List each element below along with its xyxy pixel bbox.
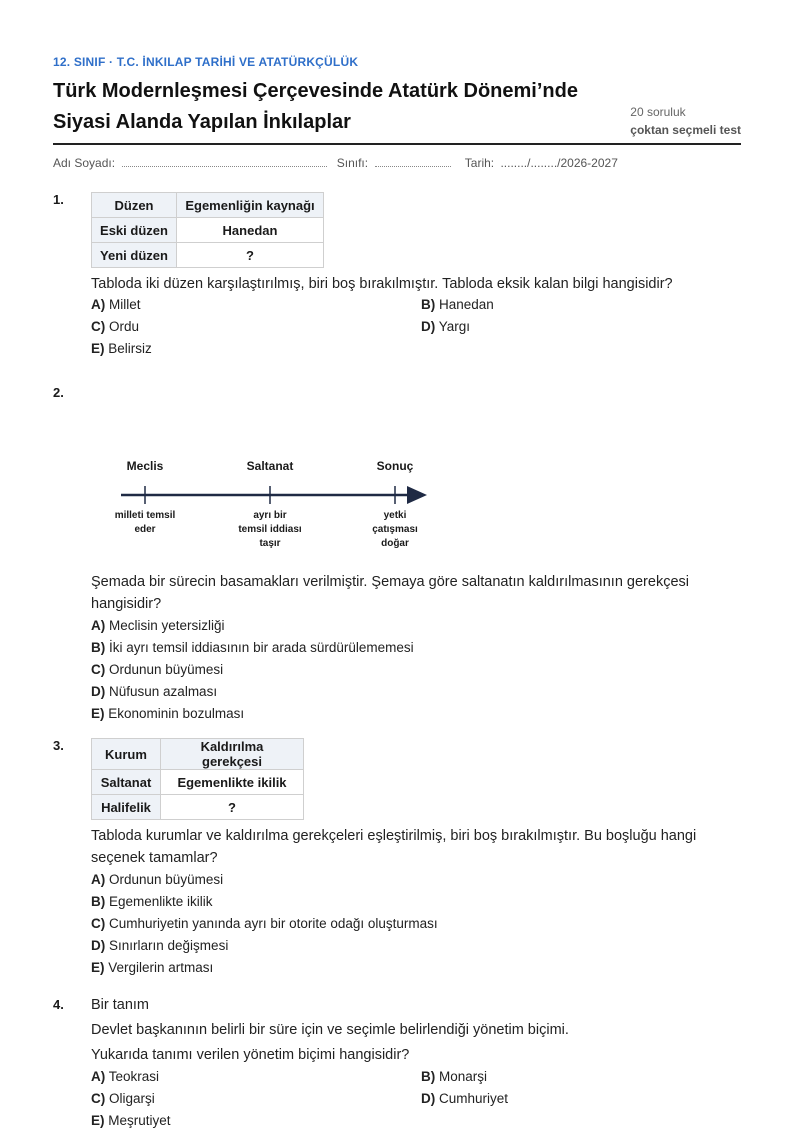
- option-a[interactable]: [91, 297, 141, 312]
- name-label: Adı Soyadı:: [53, 156, 116, 170]
- option-text: Belirsiz: [108, 341, 152, 356]
- option-text: Millet: [109, 297, 141, 312]
- step-description: [105, 509, 185, 537]
- step-description-line: milleti temsil: [114, 510, 176, 521]
- option-b[interactable]: [91, 640, 414, 655]
- step-description-line: eder: [134, 524, 156, 535]
- table-cell: Hanedan: [177, 218, 324, 243]
- question-body: [91, 385, 741, 728]
- question-body: [91, 993, 741, 1135]
- option-d[interactable]: [421, 319, 470, 334]
- step-label: Sonuç: [376, 459, 414, 473]
- option-letter: E): [91, 1113, 105, 1128]
- step-description-line: ayrı bir: [253, 510, 287, 521]
- option-letter: D): [421, 1091, 436, 1106]
- process-diagram: [91, 457, 471, 577]
- option-text: Egemenlikte ikilik: [109, 894, 213, 909]
- option-c[interactable]: [91, 662, 223, 677]
- table-header: Düzen: [92, 193, 177, 218]
- test-meta: [630, 103, 741, 139]
- option-letter: C): [91, 662, 106, 677]
- table-header: Kurum: [92, 739, 161, 770]
- table-cell: Saltanat: [92, 770, 161, 795]
- question-number: 1.: [53, 192, 64, 207]
- step-description: [230, 509, 310, 551]
- step-description-line: çatışması: [372, 524, 418, 535]
- option-text: Sınırların değişmesi: [109, 938, 229, 953]
- step-description-line: taşır: [259, 538, 281, 549]
- name-field[interactable]: [122, 156, 327, 167]
- option-a[interactable]: [91, 872, 223, 887]
- option-letter: B): [421, 297, 436, 312]
- question-body: [91, 738, 741, 982]
- option-letter: A): [91, 1069, 106, 1084]
- options: [91, 618, 741, 728]
- question-stem: Tabloda kurumlar ve kaldırılma gerekçeleri eşleştirilmiş, biri boş bırakılmıştır. Bu boşluğu hangi seçenek tamamlar?: [91, 828, 697, 866]
- option-d[interactable]: [91, 938, 228, 953]
- option-letter: C): [91, 319, 106, 334]
- question-stem: Şemada bir sürecin basamakları verilmiştir. Şemaya göre saltanatın kaldırılmasının gerekçesi hangisidir?: [91, 574, 689, 612]
- table-cell: Egemenlikte ikilik: [161, 770, 304, 795]
- question-stem: Yukarıda tanımı verilen yönetim biçimi hangisidir?: [91, 1047, 410, 1063]
- option-a[interactable]: [91, 1069, 159, 1084]
- question-count: 20 soruluk: [630, 105, 686, 119]
- option-text: Vergilerin artması: [108, 960, 214, 975]
- option-letter: A): [91, 618, 106, 633]
- option-text: Meclisin yetersizliği: [109, 618, 225, 633]
- options: [91, 1069, 741, 1135]
- option-letter: A): [91, 872, 106, 887]
- question-number: 4.: [53, 997, 64, 1012]
- question-body: [91, 192, 741, 363]
- option-text: Monarşi: [439, 1069, 488, 1084]
- table-cell: ?: [161, 795, 304, 820]
- table-cell: ?: [177, 243, 324, 268]
- option-letter: E): [91, 706, 105, 721]
- option-letter: B): [91, 894, 106, 909]
- subject-label: 12. SINIF · T.C. İNKILAP TARİHİ VE ATATÜRKÇÜLÜK: [53, 55, 359, 69]
- option-text: Oligarşi: [109, 1091, 155, 1106]
- option-text: Hanedan: [439, 297, 494, 312]
- table-cell: Halifelik: [92, 795, 161, 820]
- test-type: çoktan seçmeli test: [630, 123, 741, 137]
- question-intro: Bir tanım: [91, 997, 150, 1013]
- option-text: Ordu: [109, 319, 140, 334]
- step-label: Meclis: [126, 459, 164, 473]
- title-line-1: Türk Modernleşmesi Çerçevesinde Atatürk Dönemi’nde: [53, 80, 578, 102]
- option-d[interactable]: [91, 684, 217, 699]
- option-text: Meşrutiyet: [108, 1113, 171, 1128]
- option-letter: D): [421, 319, 436, 334]
- option-letter: C): [91, 1091, 106, 1106]
- options: [91, 872, 741, 982]
- option-text: Teokrasi: [108, 1069, 160, 1084]
- student-info-line: [53, 156, 741, 170]
- step-description-line: temsil iddiası: [238, 524, 302, 535]
- table-header: Egemenliğin kaynağı: [177, 193, 324, 218]
- option-text: Cumhuriyet: [439, 1091, 509, 1106]
- option-e[interactable]: [91, 341, 152, 356]
- option-text: Ordunun büyümesi: [109, 872, 224, 887]
- option-b[interactable]: [91, 894, 213, 909]
- step-description: [355, 509, 435, 551]
- question-number: 3.: [53, 738, 64, 753]
- question-number: 2.: [53, 385, 64, 400]
- option-letter: E): [91, 341, 105, 356]
- title-line-2: Siyasi Alanda Yapılan İnkılaplar: [53, 111, 351, 133]
- header-divider: [53, 143, 741, 145]
- option-e[interactable]: [91, 960, 213, 975]
- option-b[interactable]: [421, 1069, 487, 1084]
- option-b[interactable]: [421, 297, 494, 312]
- option-letter: B): [91, 640, 106, 655]
- question-table: [91, 738, 304, 820]
- option-letter: C): [91, 916, 106, 931]
- definition-text: Devlet başkanının belirli bir süre için ve seçimle belirlendiği yönetim biçimi.: [91, 1022, 569, 1038]
- option-c[interactable]: [91, 319, 139, 334]
- option-d[interactable]: [421, 1091, 508, 1106]
- options: [91, 297, 741, 363]
- question-table: [91, 192, 324, 268]
- option-text: Nüfusun azalması: [109, 684, 218, 699]
- question-stem: Tabloda iki düzen karşılaştırılmış, biri boş bırakılmıştır. Tabloda eksik kalan bilgi hangisidir?: [91, 276, 673, 292]
- class-field[interactable]: [375, 156, 451, 167]
- option-text: Ordunun büyümesi: [109, 662, 224, 677]
- option-letter: A): [91, 297, 106, 312]
- option-c[interactable]: [91, 1091, 155, 1106]
- table-cell: Eski düzen: [92, 218, 177, 243]
- option-e[interactable]: [91, 706, 244, 721]
- option-text: Yargı: [438, 319, 471, 334]
- option-c[interactable]: [91, 916, 438, 931]
- option-text: Cumhuriyetin yanında ayrı bir otorite odağı oluşturması: [109, 916, 438, 931]
- option-text: Ekonominin bozulması: [108, 706, 245, 721]
- page-title: [53, 76, 613, 138]
- date-value: ......../......../2026-2027: [500, 156, 618, 170]
- table-cell: Yeni düzen: [92, 243, 177, 268]
- option-letter: E): [91, 960, 105, 975]
- option-text: İki ayrı temsil iddiasının bir arada sürdürülememesi: [109, 640, 414, 655]
- step-description-line: doğar: [381, 538, 409, 549]
- table-header: Kaldırılma gerekçesi: [161, 739, 304, 770]
- option-letter: D): [91, 684, 106, 699]
- step-description-line: yetki: [383, 510, 407, 521]
- step-label: Saltanat: [246, 459, 294, 473]
- option-e[interactable]: [91, 1113, 171, 1128]
- option-a[interactable]: [91, 618, 225, 633]
- option-letter: D): [91, 938, 106, 953]
- class-label: Sınıfı:: [336, 156, 369, 170]
- option-letter: B): [421, 1069, 436, 1084]
- date-label: Tarih:: [464, 156, 495, 170]
